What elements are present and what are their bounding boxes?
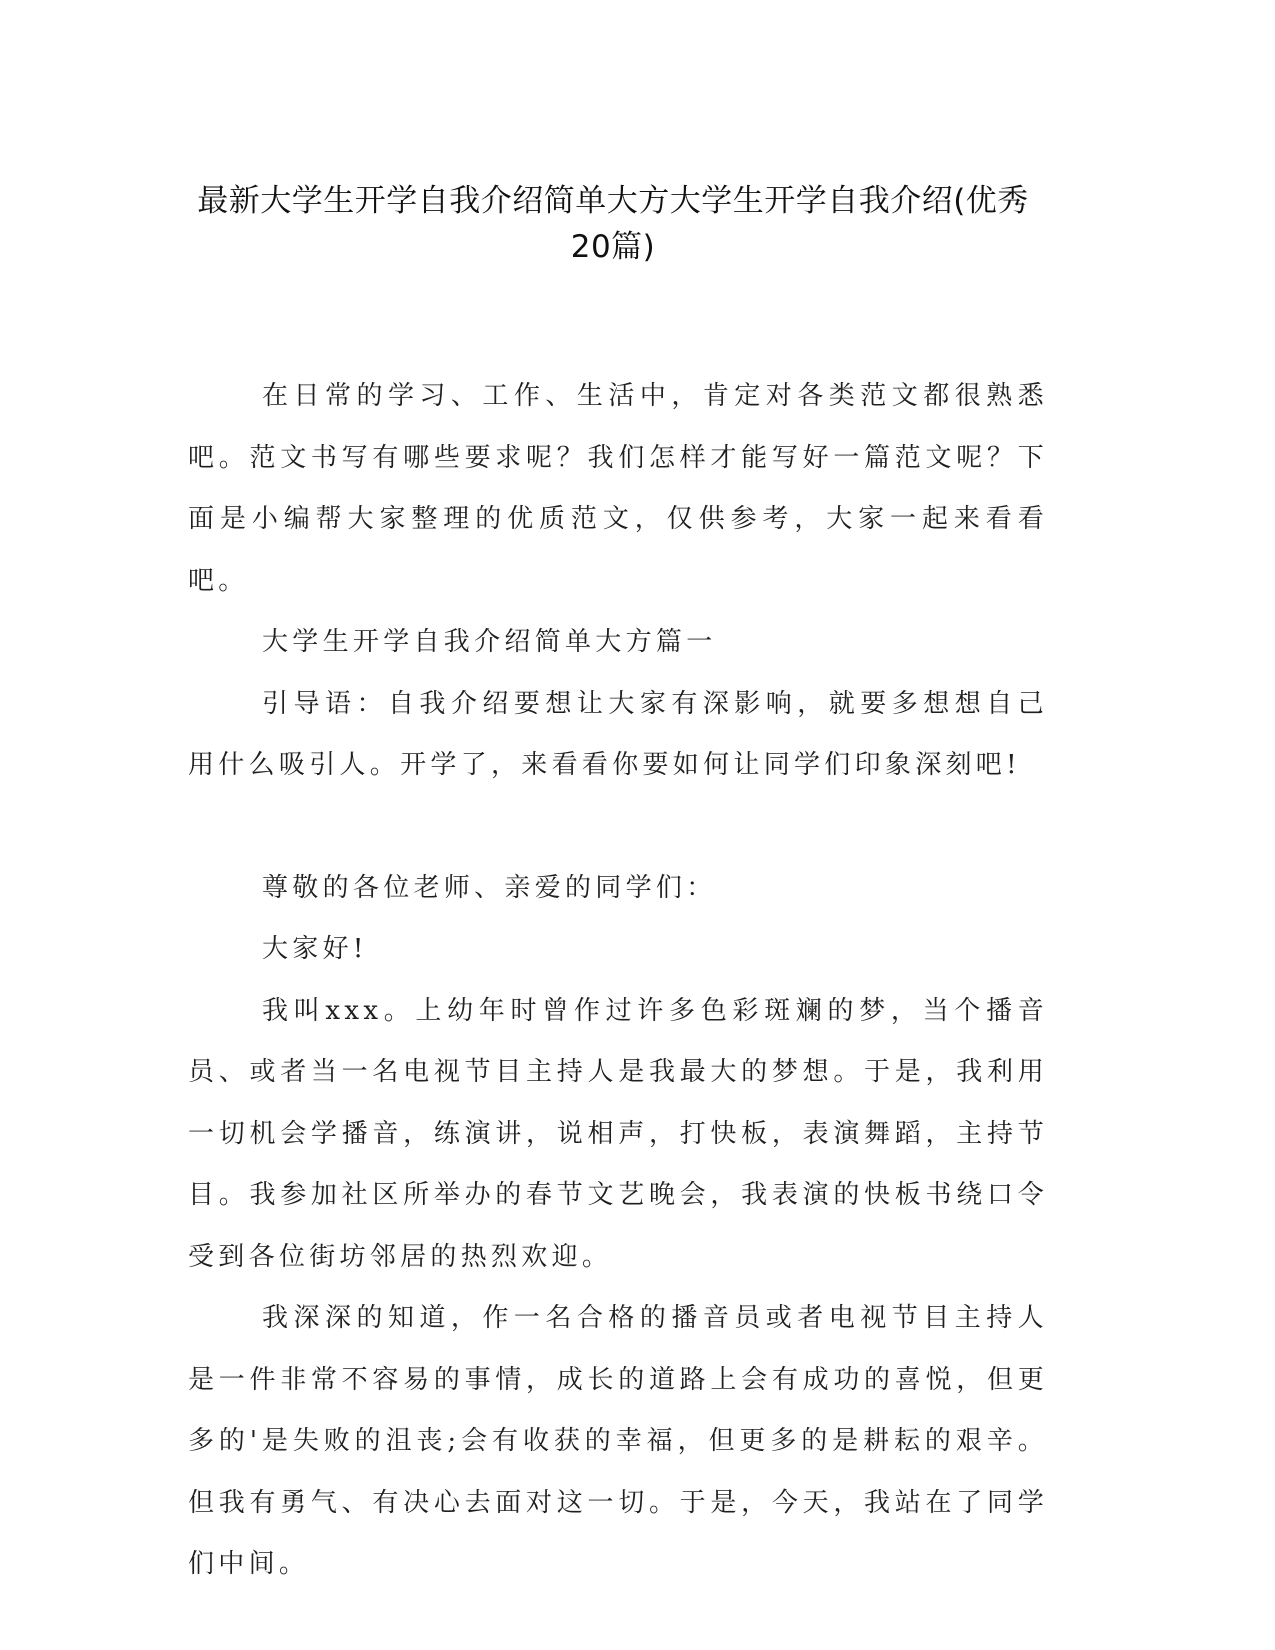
lead-paragraph: 引导语：自我介绍要想让大家有深影响，就要多想想自己用什么吸引人。开学了，来看看你要如何让同学们印象深刻吧!: [188, 688, 1048, 780]
document-body: [188, 366, 1048, 1596]
salutation: 尊敬的各位老师、亲爱的同学们：: [262, 872, 717, 903]
paragraph-spacer: [188, 797, 1048, 858]
document-title: 最新大学生开学自我介绍简单大方大学生开学自我介绍(优秀20篇): [197, 183, 1029, 265]
greeting: 大家好!: [262, 934, 368, 964]
body-paragraph: 我深深的知道，作一名合格的播音员或者电视节目主持人是一件非常不容易的事情，成长的道路上会有成功的喜悦，但更多的'是失败的沮丧;会有收获的幸福，但更多的是耕耘的艰辛。但我有勇气、有决心去面对这一切。于是，今天，我站在了同学们中间。: [188, 1303, 1048, 1579]
body-paragraph: 我叫xxx。上幼年时曾作过许多色彩斑斓的梦，当个播音员、或者当一名电视节目主持人是我最大的梦想。于是，我利用一切机会学播音，练演讲，说相声，打快板，表演舞蹈，主持节目。我参加社区所举办的春节文艺晚会，我表演的快板书绕口令受到各位街坊邻居的热烈欢迎。: [188, 995, 1048, 1272]
section-heading: 大学生开学自我介绍简单大方篇一: [262, 627, 717, 657]
intro-paragraph: 在日常的学习、工作、生活中，肯定对各类范文都很熟悉吧。范文书写有哪些要求呢？我们怎样才能写好一篇范文呢？下面是小编帮大家整理的优质范文，仅供参考，大家一起来看看吧。: [188, 381, 1048, 596]
